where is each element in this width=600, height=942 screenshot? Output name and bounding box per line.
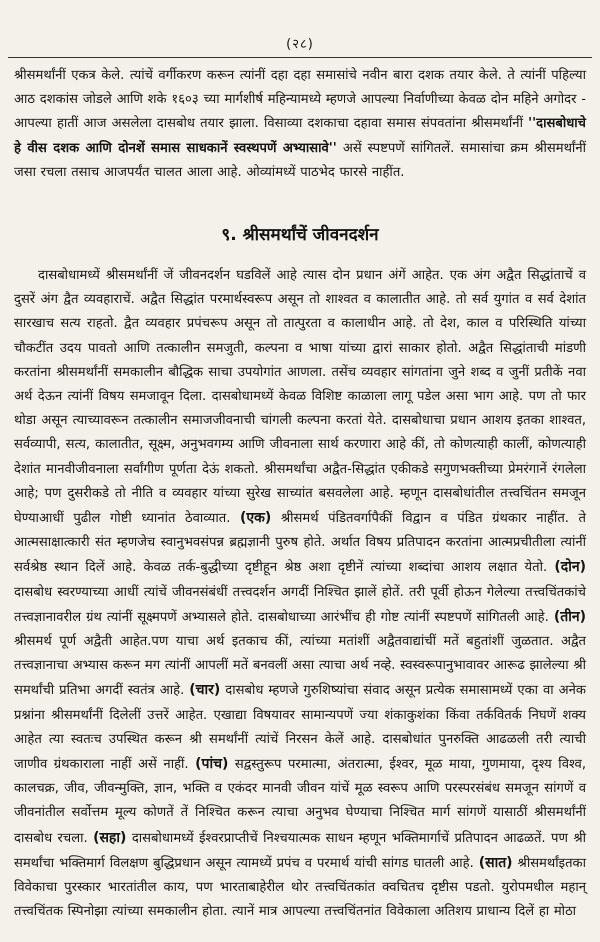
point-marker-7: (सात) [478,854,513,871]
paragraph-1-after-quote: असें स्पष्टपणें सांगितलें. समासांचा क्रम श्रीसमर्थांनीं जसा रचला तसाच आजपर्यंत चालत आला आहे. ओव्यांमध्यें पाठभेद फारसे नाहींत. [14,140,586,180]
paragraph-2-part-7: दासबोधामध्यें ईश्वरप्राप्तीचें निश्चयात्मक साधन म्हणून भक्तिमार्गाचें प्रतिपादन आढळतें. पण श्री समर्थांचा भक्तिमार्ग विलक्षण बुद्धिप्रधान असून त्यामध्यें प्रपंच व परमार्थ यांची सांगड घातली आहे. [14,830,586,871]
paragraph-2 [14,264,586,924]
paragraph-1-quote: ''दासबोधाचे हे वीस दशक आणि दोनशें समास साधकानें स्वस्थपणें अभ्यासावे'' [14,116,586,156]
paragraph-2-part-5: दासबोध म्हणजे गुरुशिष्यांचा संवाद असून प्रत्येक समासामध्यें एका वा अनेक प्रश्नांना श्रीसमर्थांनीं दिलेलीं उत्तरें आहेत. एखाद्या विषयावर सामान्यपणें ज्या शंकाकुशंका किंवा तर्कवितर्क निघणें शक्य आहेत त्या स्वतःच उपस्थित करून श्री समर्थांनीं त्यांचें निरसन केलें आहे. दासबोधांत पुनरुक्ति आढळली तरी त्याची जाणीव ग्रंथकाराला नाहीं असें नाहीं. [14,683,586,773]
paragraph-2-part-1: दासबोधामध्यें श्रीसमर्थांनीं जें जीवनदर्शन घडविलें आहे त्यास दोन प्रधान अंगें आहेत. एक अंग अद्वैत सिद्धांताचें व दुसरें अंग द्वैत व्यवहाराचें. अद्वैत सिद्धांत परमार्थस्वरूप असून तो शाश्वत व कालातीत आहे. तो सर्व युगांत व सर्व देशांत सारखाच सत्य राहतो. द्वैत व्यवहार प्रपंचरूप असून तो तात्पुरता व कालाधीन आहे. तो देश, काल व परिस्थिति यांच्या चौकटींत उदय पावतो आणि तत्कालीन समजुती, कल्पना व भाषा यांच्या द्वारां साकार होतो. अद्वैत सिद्धांताची मांडणी करतांना श्रीसमर्थांनीं समकालीन बौद्धिक साचा उपयोगांत आणला. तसेंच व्यवहार सांगतांना जुने शब्द व जुनीं प्रतीकें नवा अर्थ देऊन त्यांनीं विषय समजावून दिला. दासबोधामध्यें केवळ विशिष्ट काळाला लागू पडेल असा भाग आहे. पण तो फार थोडा असून त्याच्यावरून तत्कालीन समाजजीवनाची चांगली कल्पना करतां येते. दासबोधाचा प्रधान आशय इतका शाश्वत, सर्वव्यापी, सत्य, कालातीत, सूक्ष्म, अनुभवगम्य आणि जीवनाला सार्थ करणारा आहे कीं, तो कोणत्याही कालीं, कोणत्याही देशांत मानवीजीवनाला सर्वांगीण पूर्णता देऊं शकतो. श्रीसमर्थांचा अद्वैत-सिद्धांत एकीकडे सगुणभक्तीच्या प्रेमरंगानें रंगलेला आहे; पण दुसरीकडे तो नीति व व्यवहार यांच्या सुरेख साच्यांत बसवलेला आहे. म्हणून दासबोधांतील तत्त्वचिंतन समजून घेण्याआधीं पुढील गोष्टी ध्यानांत ठेवाव्यात. [14,268,587,527]
point-marker-2: (दोन) [554,559,586,576]
point-marker-3: (तीन) [553,608,586,625]
paragraph-2-part-4: श्रीसमर्थ पूर्ण अद्वैती आहेत.पण याचा अर्थ इतकाच कीं, त्यांच्या मतांशीं अद्वैतवाद्यांचीं मतें बहुतांशीं जुळतात. अद्वैत तत्त्वज्ञानाचा अभ्यास करून मग त्यांनीं आपलीं मतें बनवलीं असा त्याचा अर्थ नव्हे. स्वस्वरूपानुभावावर आरूढ झालेल्या श्री समर्थांची प्रतिभा अगदीं स्वतंत्र आहे. [14,634,586,699]
page-number: (२८) [286,37,314,52]
section-heading: ९. श्रीसमर्थांचें जीवनदर्शन [221,225,379,245]
point-marker-5: (पांच) [195,756,229,773]
paragraph-1-before-quote: श्रीसमर्थांनीं एकत्र केले. त्यांचें वर्गीकरण करून त्यांनीं दहा दहा समासांचे नवीन बारा दशक तयार केले. ते त्यांनीं पहिल्या आठ दशकांस जोडले आणि शके १६०३ च्या मार्गशीर्ष महिन्यामध्ये म्हणजे आपल्या निर्वाणीच्या केवळ दोन महिने अगोदर - आपल्या हातीं आज असलेला दासबोध तयार झाला. विसाव्या दशकाचा दहावा समास संपवतांना श्रीसमर्थांनीं [14,68,586,132]
paragraph-2-text [14,264,586,924]
paragraph-2-part-3: दासबोध स्वरण्याच्या आधीं त्यांचें जीवनसंबंधीं तत्त्वदर्शन अगदीं निश्चित झालें होतें. तरी पूर्वी होऊन गेलेल्या तत्त्वचिंतकांचे तत्त्वज्ञानावरील ग्रंथ त्यांनीं सूक्ष्मपणें अभ्यासले होते. दासबोधाच्या आरंभींच ही गोष्ट त्यांनीं स्पष्टपणें सांगितली आहे. [14,584,586,625]
point-marker-1: (एक) [239,510,272,527]
paragraph-1 [14,64,586,185]
header-divider [8,57,592,58]
paragraph-1-text [14,64,586,185]
paragraph-2-part-8: श्रीसमर्थांइतका विवेकाचा पुरस्कार भारतांतील काय, पण भारताबाहेरील थोर तत्त्वचिंतकांत क्वचितच दृष्टीस पडतो. युरोपमधील महान् तत्त्वचिंतक स्पिनोझा त्यांच्या समकालीन होता. त्यानें मात्र आपल्या तत्त्वचिंतनांत विवेकाला अतिशय प्राधान्य दिलें हा मोठा [14,855,586,920]
point-marker-6: (सहा) [93,829,127,846]
point-marker-4: (चार) [189,682,221,699]
paragraph-2-part-2: श्रीसमर्थ पंडितवर्गापैकीं विद्वान व पंडित ग्रंथकार नाहींत. ते आत्मसाक्षात्कारी संत म्हणजेच स्वानुभवसंपन्न ब्रह्मज्ञानी पुरुष होते. अर्थात विषय प्रतिपादन करतांना आत्मप्रचीतीला त्यांनीं सर्वश्रेष्ठ स्थान दिलें आहे. केवळ तर्क-बुद्धीच्या दृष्टीहून श्रेष्ठ अशा दृष्टीनें त्यांच्या शब्दांचा आशय लक्षात येतो. [14,511,586,576]
paragraph-2-part-6: सद्वस्तुरूप परमात्मा, अंतरात्मा, ईश्वर, मूळ माया, गुणमाया, दृश्य विश्व, कालचक्र, जीव, जीवन्मुक्ति, ज्ञान, भक्ति व एकंदर मानवी जीवन यांचें मूळ स्वरूप आणि परस्परसंबंध समजून सांगणें व जीवनांतील सर्वोत्तम मूल्य कोणतें तें निश्चित करून त्याचा अनुभव घेण्याचा निश्चित मार्ग सांगणें यासाठीं श्रीसमर्थांनीं दासबोध रचला. [14,757,587,846]
